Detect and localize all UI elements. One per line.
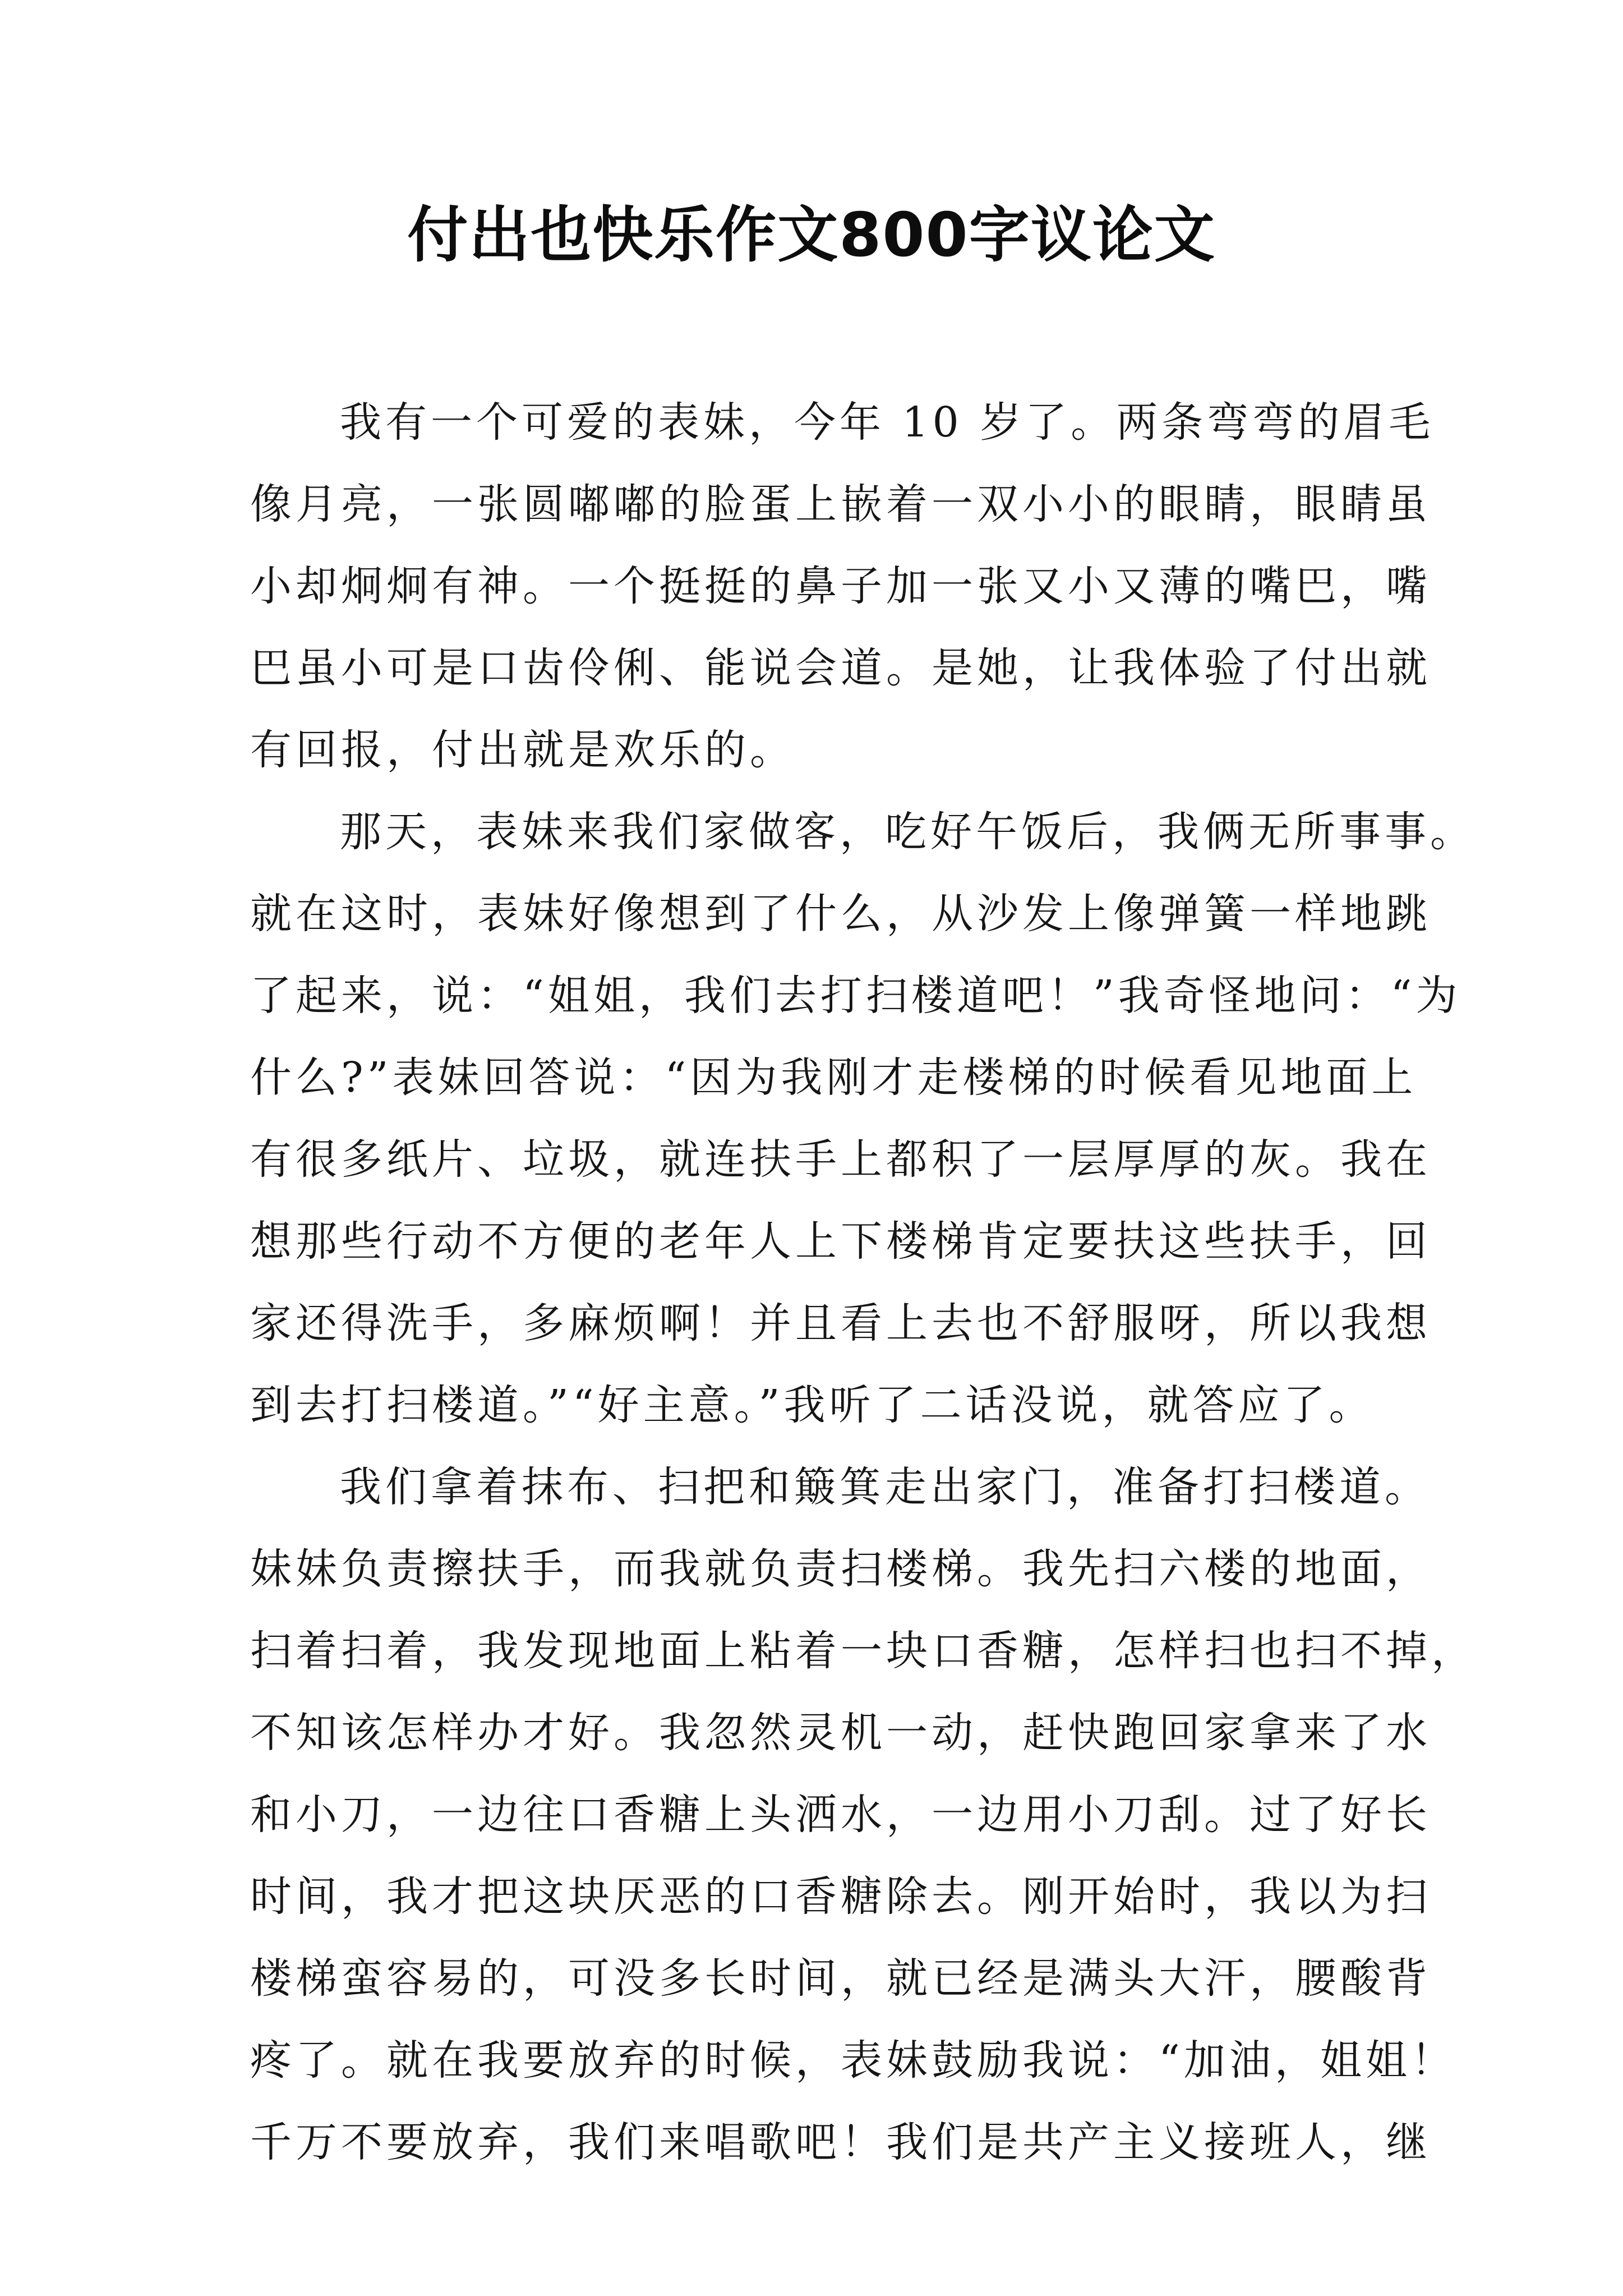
paragraph-line: 不知该怎样办才好。我忽然灵机一动，赶快跑回家拿来了水 [250, 1709, 1431, 1757]
paragraph-line: 家还得洗手，多麻烦啊！并且看上去也不舒服呀，所以我想 [250, 1299, 1431, 1347]
document-title: 付出也快乐作文800字议论文 [407, 200, 1216, 270]
paragraph-line: 千万不要放弃，我们来唱歌吧！我们是共产主义接班人，继 [250, 2118, 1431, 2166]
paragraph-line: 什么?”表妹回答说：“因为我刚才走楼梯的时候看见地面上 [250, 1053, 1417, 1102]
paragraph-line: 楼梯蛮容易的，可没多长时间，就已经是满头大汗，腰酸背 [250, 1954, 1431, 2003]
paragraph-line: 小却炯炯有神。一个挺挺的鼻子加一张又小又薄的嘴巴，嘴 [250, 562, 1431, 610]
paragraph-line: 有回报，付出就是欢乐的。 [250, 726, 795, 774]
paragraph-line: 扫着扫着，我发现地面上粘着一块口香糖，怎样扫也扫不掉， [250, 1627, 1477, 1675]
paragraph-line: 疼了。就在我要放弃的时候，表妹鼓励我说：“加油，姐姐！ [250, 2036, 1456, 2085]
paragraph-line: 我们拿着抹布、扫把和簸箕走出家门，准备打扫楼道。 [340, 1463, 1430, 1511]
paragraph-line: 我有一个可爱的表妹，今年 10 岁了。两条弯弯的眉毛 [340, 398, 1435, 447]
paragraph-line: 到去打扫楼道。”“好主意。”我听了二话没说，就答应了。 [250, 1381, 1375, 1429]
paragraph-line: 妹妹负责擦扶手，而我就负责扫楼梯。我先扫六楼的地面， [250, 1545, 1431, 1593]
paragraph-line: 时间，我才把这块厌恶的口香糖除去。刚开始时，我以为扫 [250, 1872, 1431, 1921]
paragraph-line: 巴虽小可是口齿伶俐、能说会道。是她，让我体验了付出就 [250, 644, 1431, 692]
paragraph-line: 有很多纸片、垃圾，就连扶手上都积了一层厚厚的灰。我在 [250, 1135, 1431, 1184]
paragraph-line: 想那些行动不方便的老年人上下楼梯肯定要扶这些扶手，回 [250, 1217, 1431, 1266]
document-body [250, 381, 1477, 2183]
paragraph-line: 和小刀，一边往口香糖上头洒水，一边用小刀刮。过了好长 [250, 1791, 1431, 1839]
paragraph-line: 了起来，说：“姐姐，我们去打扫楼道吧！”我奇怪地问：“为 [250, 972, 1461, 1020]
paragraph-line: 像月亮，一张圆嘟嘟的脸蛋上嵌着一双小小的眼睛，眼睛虽 [250, 480, 1431, 528]
paragraph-line: 就在这时，表妹好像想到了什么，从沙发上像弹簧一样地跳 [250, 890, 1431, 938]
paragraph-line: 那天，表妹来我们家做客，吃好午饭后，我俩无所事事。 [340, 808, 1476, 856]
